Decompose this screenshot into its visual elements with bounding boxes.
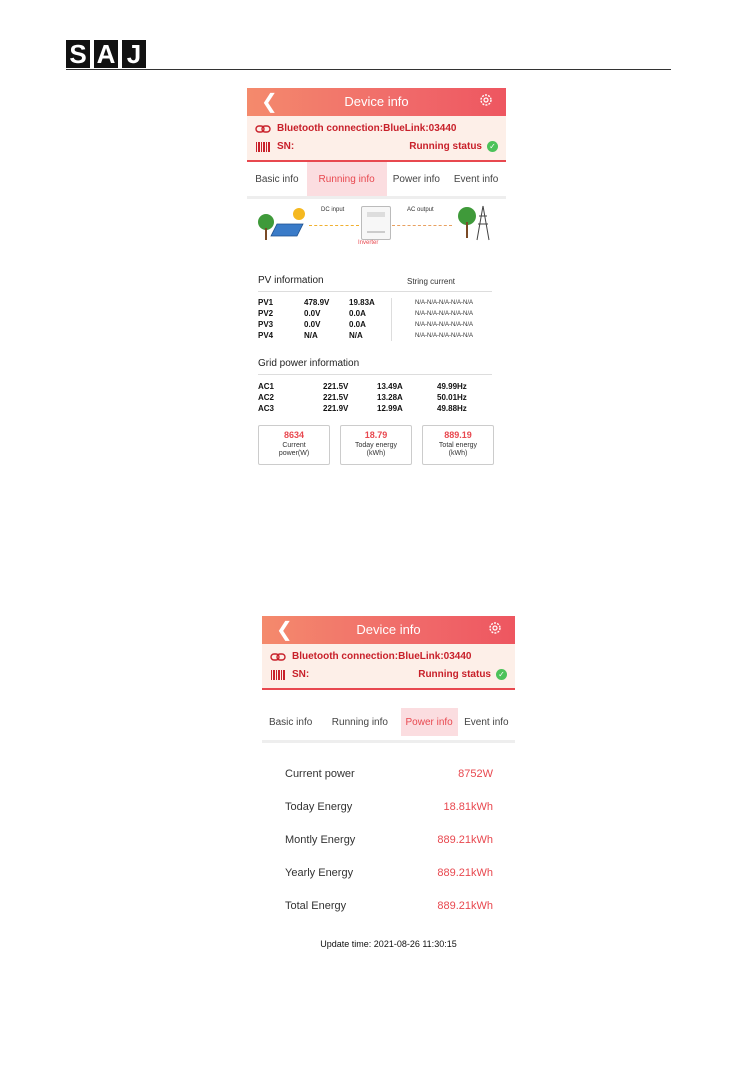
string-current-title: String current [407,277,456,286]
connection-panel [262,644,515,690]
list-item [285,834,493,848]
grid-tower-icon [455,202,495,242]
logo-letter-j: J [122,40,146,68]
gear-icon[interactable] [487,620,503,636]
bluetooth-connection-text: Bluetooth connection:BlueLink:03440 [277,123,457,134]
barcode-icon [270,670,286,680]
sn-label: SN: [277,141,295,152]
card-label: Today energy [354,442,398,449]
current-power-card [258,425,330,465]
solar-panel-icon [257,206,309,242]
monthly-energy-label: Montly Energy [285,834,356,846]
inverter-label: Inverter [358,240,379,246]
header-rule [66,69,671,70]
app-header [262,616,515,644]
tab-bar [247,162,506,199]
running-status-text: Running status [418,669,491,680]
tab-running-info[interactable]: Running info [307,162,387,196]
tab-event-info[interactable]: Event info [453,173,499,185]
today-energy-card [340,425,412,465]
update-time: Update time: 2021-08-26 11:30:15 [320,939,457,949]
pv-divider [258,291,492,292]
bluetooth-connection-text: Bluetooth connection:BlueLink:03440 [292,651,472,662]
logo-letter-s: S [66,40,90,68]
back-icon[interactable]: ❮ [261,91,278,113]
tab-power-info[interactable]: Power info [392,173,440,185]
tab-bar [262,704,515,743]
list-item [285,900,493,914]
gear-icon[interactable] [478,92,494,108]
card-value: 8634 [283,430,305,440]
total-energy-value: 889.21kWh [437,900,493,912]
energy-flow-diagram [247,198,506,254]
link-icon [270,653,286,661]
back-icon[interactable]: ❮ [276,619,293,641]
yearly-energy-value: 889.21kWh [437,867,493,879]
current-power-label: Current power [285,768,355,780]
dc-input-label: DC input [321,207,345,213]
check-circle-icon: ✓ [496,669,507,680]
power-info-screen [262,616,515,956]
card-label: Total energy [438,442,478,449]
page-title: Device info [344,94,409,109]
tab-basic-info[interactable]: Basic info [268,716,313,728]
app-header [247,88,506,116]
page-title: Device info [356,622,421,637]
yearly-energy-label: Yearly Energy [285,867,354,879]
tab-basic-info[interactable]: Basic info [255,173,299,185]
card-label: (kWh) [448,450,468,457]
total-energy-label: Total Energy [285,900,347,912]
connection-panel [247,116,506,162]
ac-output-label: AC output [407,207,434,213]
pv-information-title: PV information [258,275,324,286]
card-label: Current [282,442,306,449]
list-item [285,801,493,815]
dc-flow-line [309,225,359,226]
grid-power-title: Grid power information [258,358,360,369]
tab-event-info[interactable]: Event info [464,716,509,728]
running-status-text: Running status [409,141,482,152]
running-info-screen: ❮ Device info Bluetooth connection:BlueLink:03440 SN: Running status ✓ Basic info Running info Power info Event info DC input Inverter AC output PV information String current PV1 478.9V 19.83A N/A-N/A-N/A-N/A-N/A PV2 0.0V 0.0A N/A-N/A-N/A-N/A-N/A PV3 0.0V 0.0A N/A-N/A-N/A-N/A-N/A PV4 N/A N/A N/A-N/A-N/A-N/A-N/A Grid power information AC1 221.5V 13.49A 49.99Hz AC2 221.5V 13.28A 50.01Hz AC3 221.9V 12.99A 49.88Hz 8634 Current power(W) 18.79 Today energy (kWh) 889.19 Total energy (kWh) [247,88,506,470]
card-label: power(W) [278,450,310,457]
link-icon [255,125,271,133]
grid-divider [258,374,492,375]
sn-label: SN: [292,669,310,680]
barcode-icon [255,142,271,152]
saj-logo [66,40,146,70]
monthly-energy-value: 889.21kWh [437,834,493,846]
list-item [285,867,493,881]
tab-power-info[interactable]: Power info [401,708,458,736]
logo-letter-a: A [94,40,118,68]
list-item [285,768,493,782]
today-energy-value: 18.81kWh [443,801,493,813]
string-current-divider [391,298,392,341]
card-value: 18.79 [364,430,388,440]
total-energy-card [422,425,494,465]
current-power-value: 8752W [458,768,493,780]
ac-flow-line [392,225,452,226]
today-energy-label: Today Energy [285,801,353,813]
card-value: 889.19 [444,430,472,440]
check-circle-icon: ✓ [487,141,498,152]
card-label: (kWh) [366,450,386,457]
tab-running-info[interactable]: Running info [331,716,388,728]
inverter-icon [361,206,391,240]
